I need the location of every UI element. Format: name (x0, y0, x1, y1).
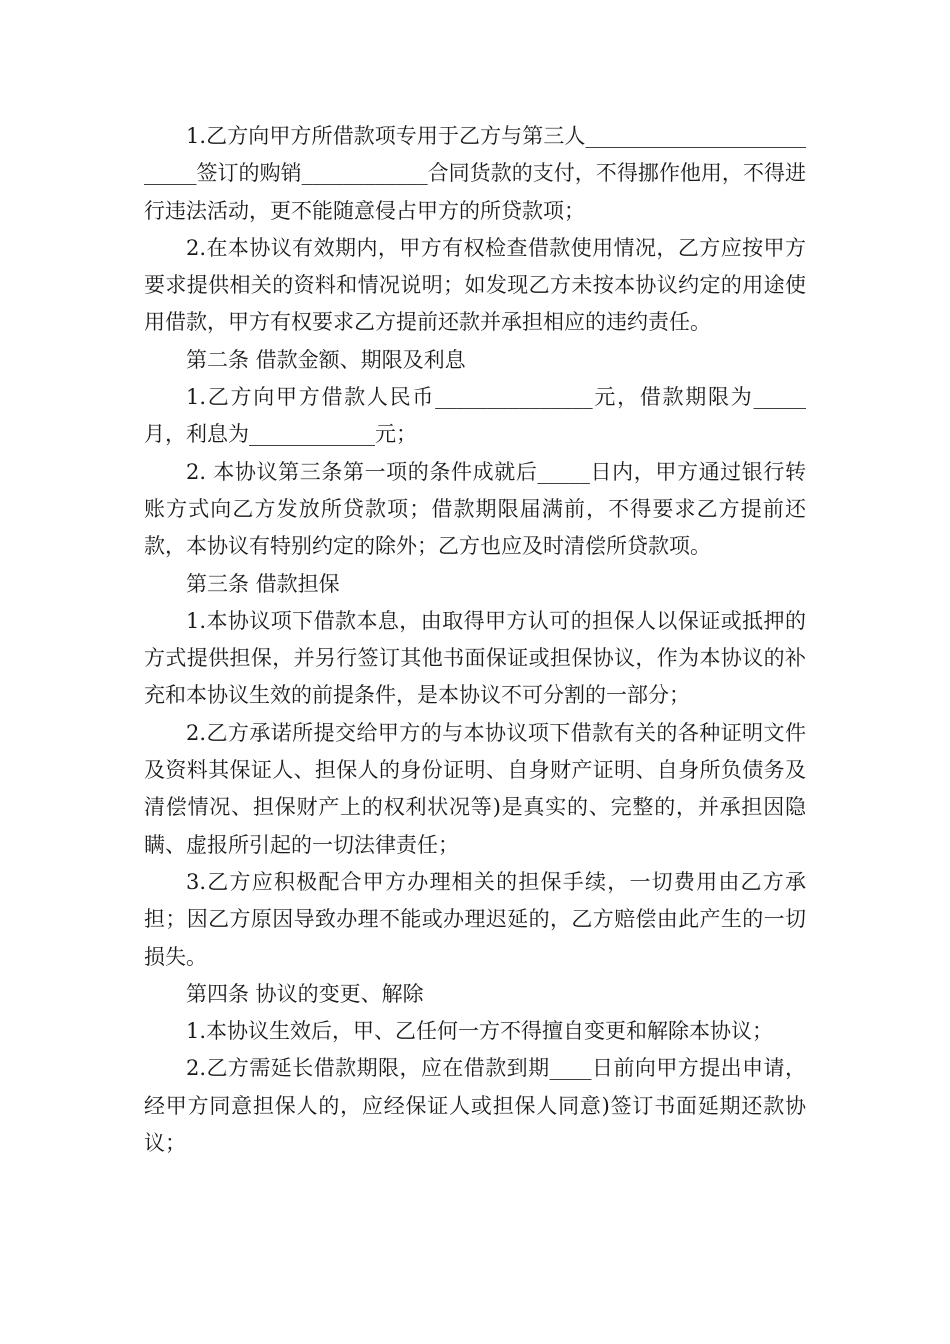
article-2-heading: 第二条 借款金额、期限及利息 (186, 347, 466, 372)
clause-3-3: 3.乙方应积极配合甲方办理相关的担保手续，一切费用由乙方承担；因乙方原因导致办理不能或办理迟延的，乙方赔偿由此产生的一切损失。 (144, 869, 806, 969)
clause-1-2: 2.在本协议有效期内，甲方有权检查借款使用情况，乙方应按甲方要求提供相关的资料和情况说明；如发现乙方未按本协议约定的用途使用借款，甲方有权要求乙方提前还款并承担相应的违约责任。 (144, 235, 806, 335)
clause-1-1: 1.乙方向甲方所借款项专用于乙方与第三人__________________________签订的购销____________合同货款的支付，不得挪作他用，不得进行违法活动，更不能随意侵占甲方的所贷款项； (144, 124, 806, 223)
clause-4-2: 2.乙方需延长借款期限，应在借款到期____日前向甲方提出申请，经甲方同意担保人的，应经保证人或担保人同意)签订书面延期还款协议； (144, 1056, 806, 1156)
article-4-heading: 第四条 协议的变更、解除 (186, 981, 424, 1006)
article-3-heading: 第三条 借款担保 (186, 571, 340, 596)
clause-3-1: 1.本协议项下借款本息，由取得甲方认可的担保人以保证或抵押的方式提供担保，并另行签订其他书面保证或担保协议，作为本协议的补充和本协议生效的前提条件，是本协议不可分割的一部分； (144, 608, 806, 708)
clause-3-2: 2.乙方承诺所提交给甲方的与本协议项下借款有关的各种证明文件及资料其保证人、担保人的身份证明、自身财产证明、自身所负债务及清偿情况、担保财产上的权利状况等)是真实的、完整的，并承担因隐瞒、虚报所引起的一切法律责任； (144, 720, 806, 857)
clause-2-2: 2. 本协议第三条第一项的条件成就后_____日内，甲方通过银行转账方式向乙方发放所贷款项；借款期限届满前，不得要求乙方提前还款，本协议有特别约定的除外；乙方也应及时清偿所贷款项。 (144, 459, 806, 559)
clause-4-1: 1.本协议生效后，甲、乙任何一方不得擅自变更和解除本协议； (186, 1019, 774, 1044)
clause-2-1: 1.乙方向甲方借款人民币_______________元，借款期限为_____月，利息为____________元； (144, 385, 806, 447)
document-page (144, 118, 806, 1162)
